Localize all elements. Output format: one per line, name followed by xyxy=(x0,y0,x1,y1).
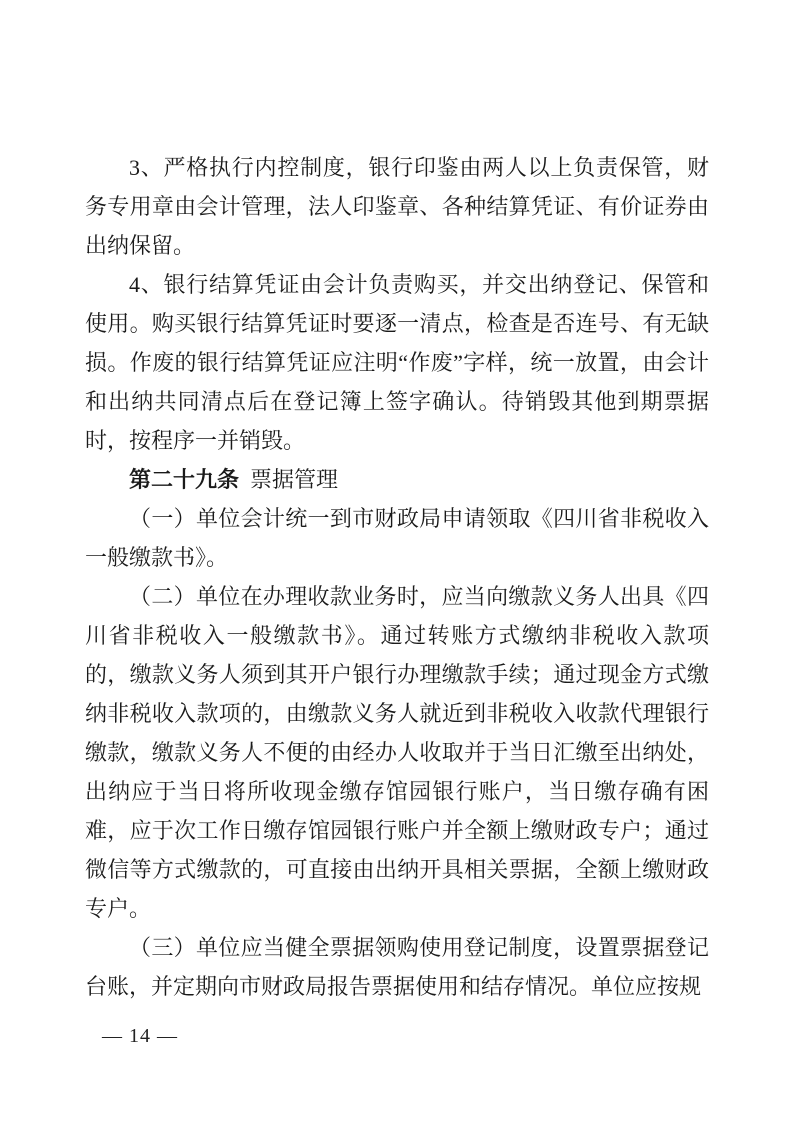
page-number: — 14 — xyxy=(102,1025,178,1047)
paragraph-item-3-receipt-register: （三）单位应当健全票据领购使用登记制度，设置票据登记台账，并定期向市财政局报告票据使用和结存情况。单位应按规 xyxy=(85,935,709,999)
page-footer xyxy=(102,1023,178,1049)
paragraph-item-2-payment-collection: （二）单位在办理收款业务时，应当向缴款义务人出具《四川省非税收入一般缴款书》。通过转账方式缴纳非税收入款项的，缴款义务人须到其开户银行办理缴款手续；通过现金方式缴纳非税收入款项的，由缴款义务人就近到非税收入收款代理银行缴款，缴款义务人不便的由经办人收取并于当日汇缴至出纳处，出纳应于当日将所收现金缴存馆园银行账户，当日缴存确有困难，应于次工作日缴存馆园银行账户并全额上缴财政专户；通过微信等方式缴款的，可直接由出纳开具相关票据，全额上缴财政专户。 xyxy=(85,584,709,921)
paragraph-internal-control-rule-3: 3、严格执行内控制度，银行印鉴由两人以上负责保管，财务专用章由会计管理，法人印鉴章、各种结算凭证、有价证券由出纳保留。 xyxy=(85,155,709,258)
article-title: 票据管理 xyxy=(250,467,339,492)
document-body xyxy=(85,148,709,1006)
article-29-heading xyxy=(85,460,709,499)
paragraph-item-1-receipt-application: （一）单位会计统一到市财政局申请领取《四川省非税收入一般缴款书》。 xyxy=(85,506,709,570)
article-number: 第二十九条 xyxy=(129,467,240,492)
paragraph-settlement-voucher-rule-4: 4、银行结算凭证由会计负责购买，并交出纳登记、保管和使用。购买银行结算凭证时要逐一清点，检查是否连号、有无缺损。作废的银行结算凭证应注明“作废”字样，统一放置，由会计和出纳共同清点后在登记簿上签字确认。待销毁其他到期票据时，按程序一并销毁。 xyxy=(85,272,709,453)
